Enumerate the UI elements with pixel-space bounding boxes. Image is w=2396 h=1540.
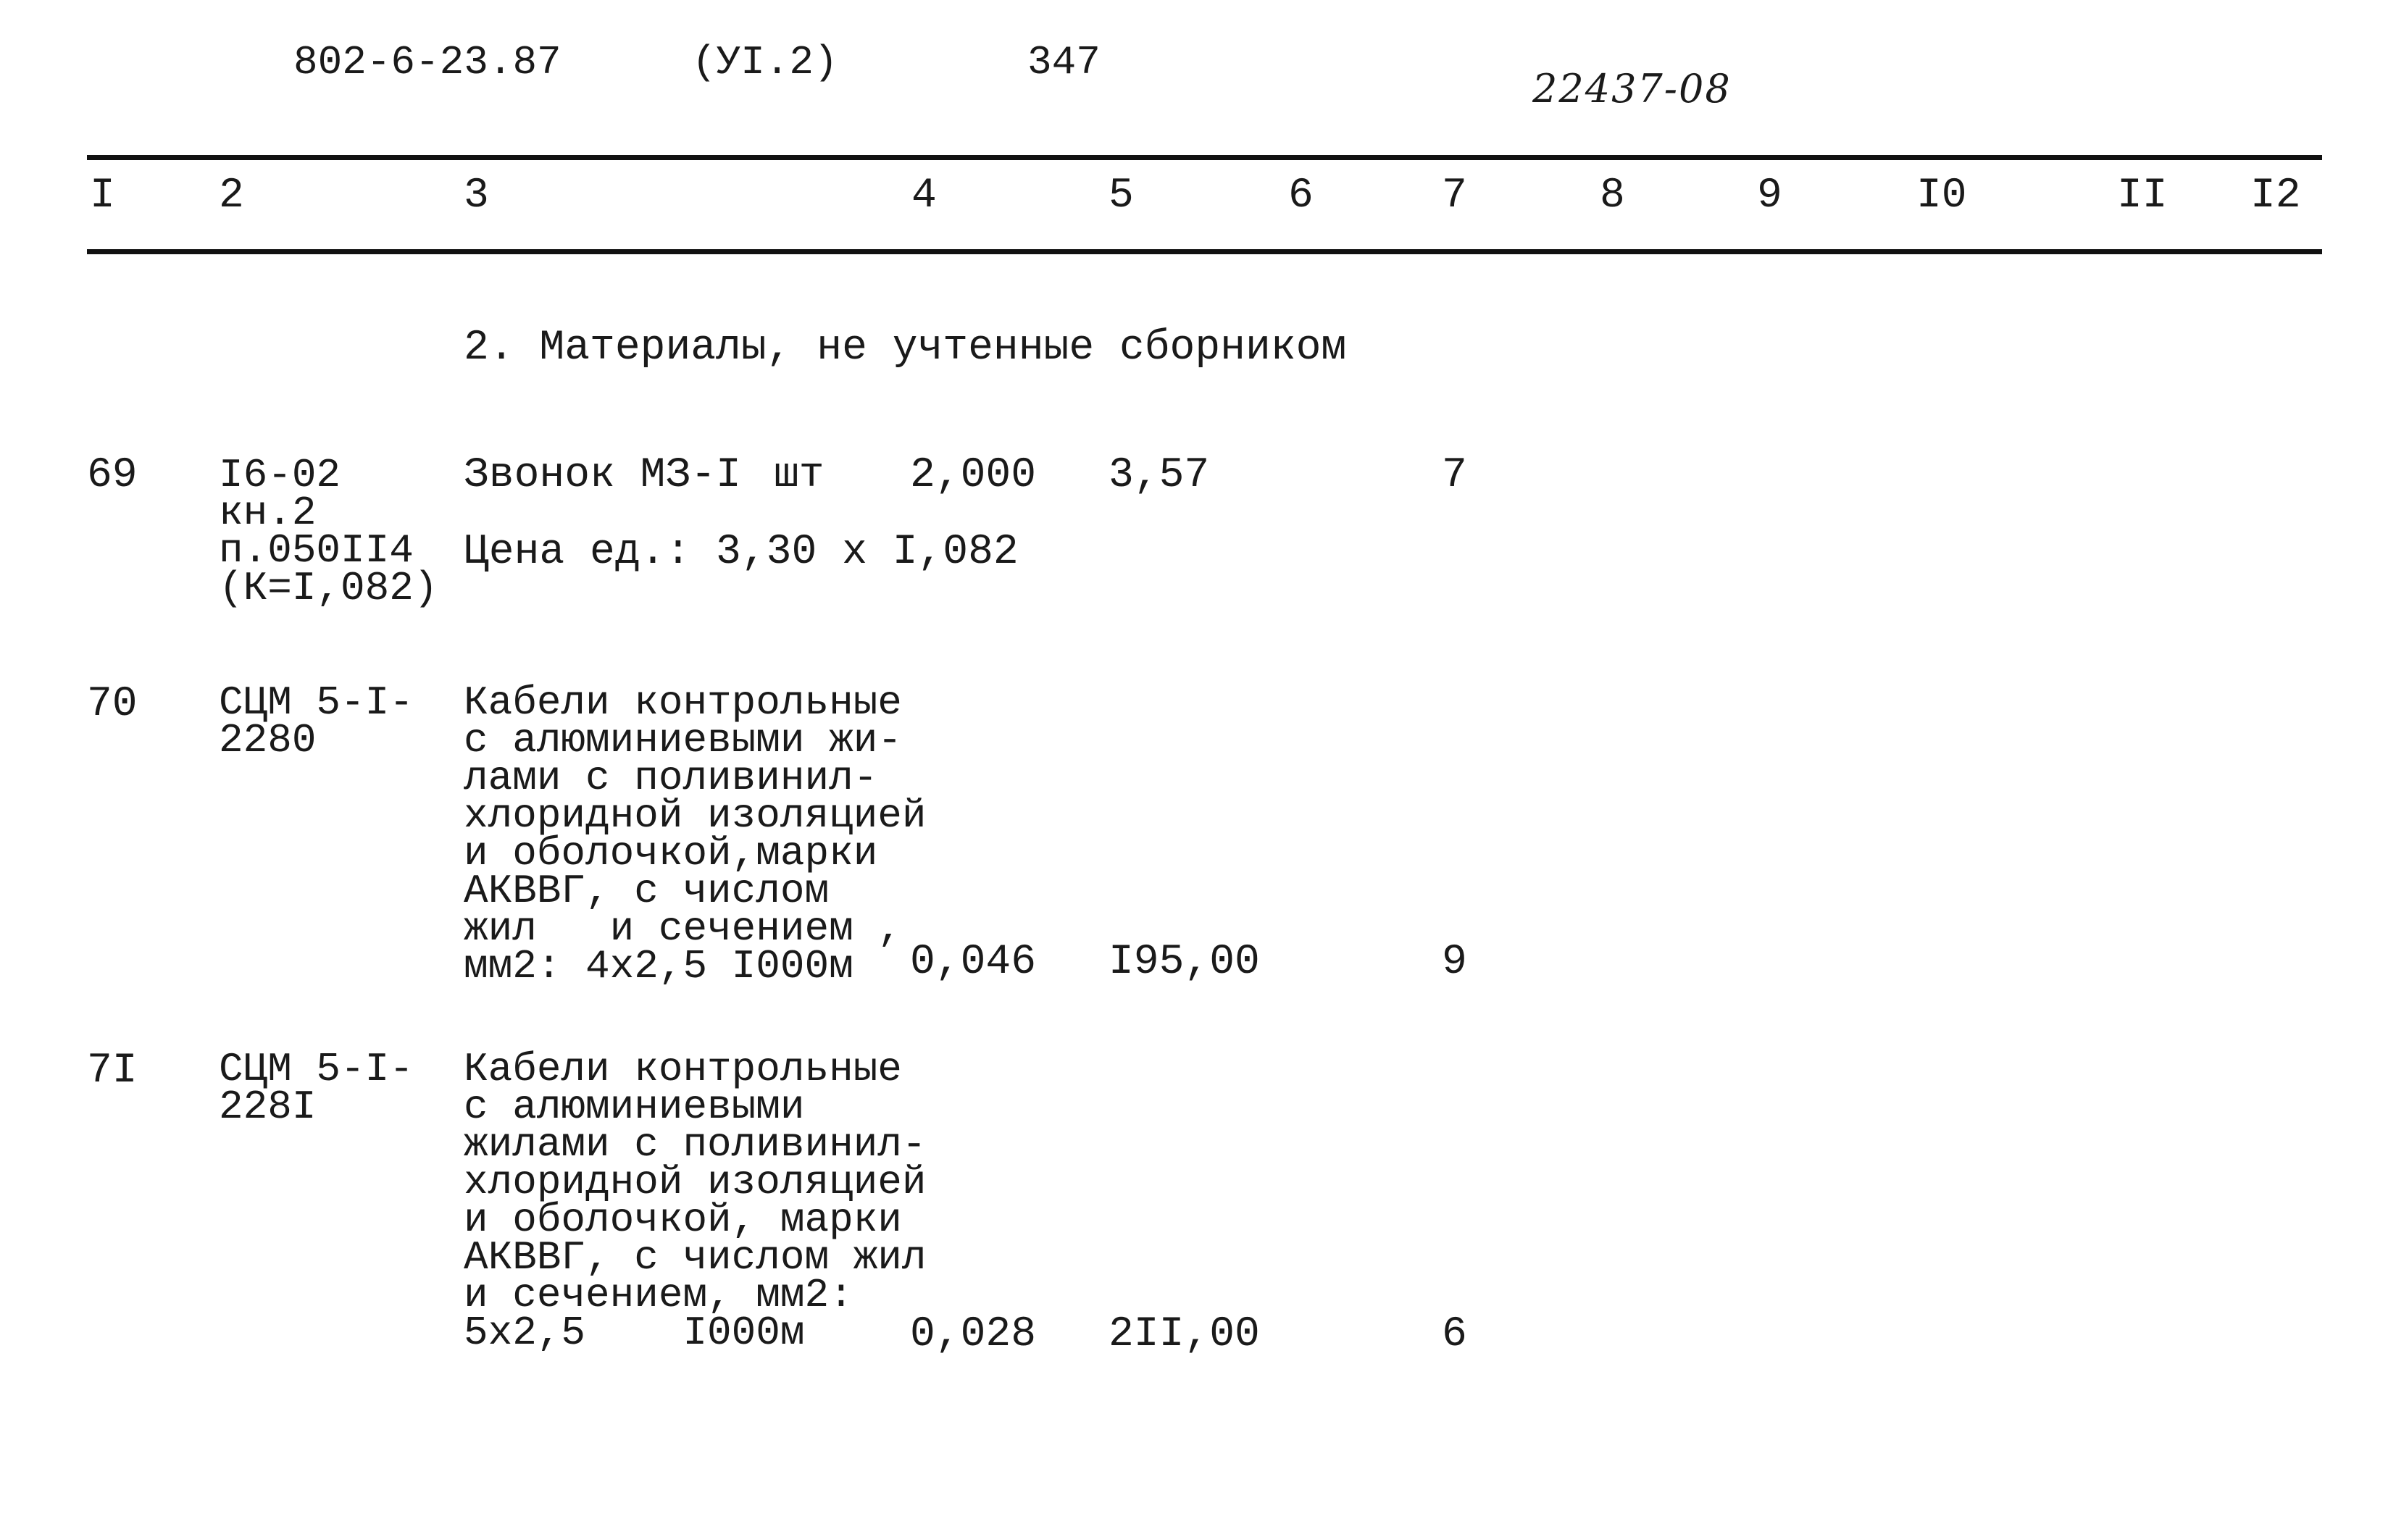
row-70-code: СЦМ 5-I- 2280 <box>219 679 414 763</box>
row-69-code: I6-02 кн.2 п.050II4 (К=I,082) <box>219 452 438 611</box>
row-70-price: I95,00 <box>1109 939 1260 986</box>
column-header-1: I <box>90 172 115 219</box>
row-69-name: Звонок МЗ-I <box>464 452 741 499</box>
row-71-code: СЦМ 5-I- 228I <box>219 1046 414 1130</box>
row-70-description: Кабели контрольные с алюминиевыми жи- лами с поливинил- хлоридной изоляцией и оболочкой,марки АКВВГ, с числом жил и сечением , мм2: 4х2,5 I000м <box>464 679 927 989</box>
column-header-2: 2 <box>219 172 244 219</box>
volume-label: (УI.2) <box>692 39 838 85</box>
row-69-price: 3,57 <box>1109 452 1210 499</box>
section-title: 2. Материалы, не учтенные сборником <box>464 325 1347 372</box>
row-69-number: 69 <box>87 452 138 499</box>
column-header-4: 4 <box>911 172 937 219</box>
row-69-unit: шт <box>774 452 825 499</box>
column-header-5: 5 <box>1109 172 1134 219</box>
page-number: 347 <box>1027 39 1101 85</box>
column-header-8: 8 <box>1600 172 1625 219</box>
row-71-quantity: 0,028 <box>910 1311 1037 1358</box>
row-71-price: 2II,00 <box>1109 1311 1260 1358</box>
row-70-quantity: 0,046 <box>910 939 1037 986</box>
column-header-7: 7 <box>1442 172 1467 219</box>
column-header-11: II <box>2117 172 2168 219</box>
row-69-quantity: 2,000 <box>910 452 1037 499</box>
column-header-3: 3 <box>464 172 489 219</box>
column-header-12: I2 <box>2250 172 2301 219</box>
row-71-number: 7I <box>87 1047 138 1095</box>
row-71-col7: 6 <box>1442 1311 1467 1358</box>
column-header-10: I0 <box>1916 172 1967 219</box>
row-70-col7: 9 <box>1442 939 1467 986</box>
column-header-6: 6 <box>1288 172 1314 219</box>
row-71-description: Кабели контрольные с алюминиевыми жилами с поливинил- хлоридной изоляцией и оболочкой, марки АКВВГ, с числом жил и сечением, мм2: 5х2,5 I000м <box>464 1046 927 1356</box>
column-header-9: 9 <box>1757 172 1782 219</box>
row-69-col7: 7 <box>1442 452 1467 499</box>
document-code: 802-6-23.87 <box>293 39 562 85</box>
row-69-price-note: Цена ед.: 3,30 х I,082 <box>464 529 1019 576</box>
row-70-number: 70 <box>87 681 138 728</box>
header-top-rule <box>87 155 2322 160</box>
header-bottom-rule <box>87 249 2322 254</box>
handwritten-stamp: 22437-08 <box>1532 66 1732 112</box>
